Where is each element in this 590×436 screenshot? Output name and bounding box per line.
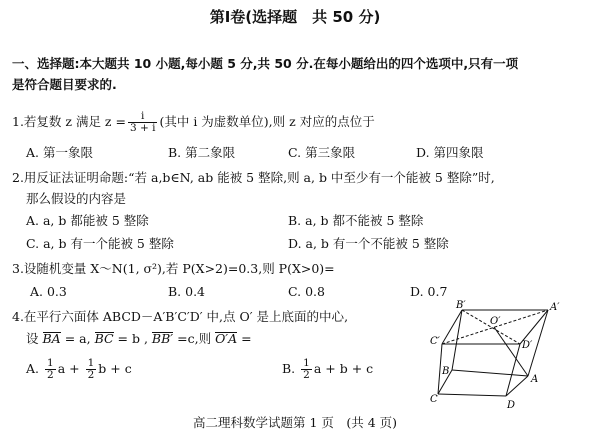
label-c: C bbox=[430, 394, 438, 405]
q3-option-d: D. 0.7 bbox=[410, 284, 448, 299]
q4-a-frac2-num: 1 bbox=[87, 357, 95, 369]
q4-b-end: a + b + c bbox=[313, 361, 374, 376]
q4-a-frac2-den: 2 bbox=[87, 369, 95, 381]
q1-frac-num: i bbox=[128, 111, 158, 123]
q4-a-end: b + c bbox=[98, 361, 132, 376]
label-b: B bbox=[442, 366, 450, 377]
label-bp: B′ bbox=[456, 300, 466, 311]
q4-l2-pre: 设 bbox=[26, 331, 39, 346]
q3-option-c: C. 0.8 bbox=[288, 284, 325, 299]
page-footer: 高二理科数学试题第 1 页 (共 4 页) bbox=[192, 415, 398, 430]
vector-bc: BC bbox=[94, 331, 114, 346]
section-intro-line2: 是符合题目要求的. bbox=[12, 77, 117, 92]
q1-fraction bbox=[128, 111, 158, 134]
label-a: A bbox=[531, 374, 539, 385]
q1-option-c: C. 第三象限 bbox=[288, 145, 356, 160]
parallelepiped-figure bbox=[430, 298, 570, 413]
label-op: O′ bbox=[490, 316, 501, 327]
q4-l2-end: = bbox=[241, 331, 252, 346]
q2-option-b: B. a, b 都不能被 5 整除 bbox=[288, 213, 424, 228]
q4-stem-line2 bbox=[26, 331, 252, 347]
q4-b-frac bbox=[301, 358, 312, 381]
q2-option-d: D. a, b 有一个不能被 5 整除 bbox=[288, 236, 449, 251]
label-ap: A′ bbox=[550, 302, 560, 313]
q4-a-frac1-den: 2 bbox=[47, 369, 54, 381]
vector-opa: O′A bbox=[215, 331, 238, 346]
q4-l2-a: = a, bbox=[64, 331, 91, 346]
q4-option-b-label: B. bbox=[282, 361, 296, 376]
q4-option-a-label: A. bbox=[26, 361, 40, 376]
q1-option-d: D. 第四象限 bbox=[416, 145, 484, 160]
label-dp: D′ bbox=[522, 340, 533, 351]
q4-a-frac1 bbox=[45, 358, 56, 381]
q2-option-c: C. a, b 有一个能被 5 整除 bbox=[26, 236, 174, 251]
q2-stem-line1: 2.用反证法证明命题:“若 a,b∈N, ab 能被 5 整除,则 a, b 中至少有一个能被 5 整除”时, bbox=[12, 170, 495, 185]
edge-dp-ap bbox=[520, 310, 548, 344]
q1-stem-post: (其中 i 为虚数单位),则 z 对应的点位于 bbox=[159, 114, 375, 129]
q4-b-frac-num: 1 bbox=[303, 357, 310, 369]
q4-l2-b: = b , bbox=[117, 331, 148, 346]
q4-a-frac2 bbox=[86, 358, 97, 381]
q2-stem-line2: 那么假设的内容是 bbox=[26, 191, 127, 206]
edge-dp-d bbox=[506, 344, 520, 396]
q1-option-a: A. 第一象限 bbox=[26, 145, 93, 160]
label-cp: C′ bbox=[430, 336, 440, 347]
q3-option-a: A. 0.3 bbox=[30, 284, 67, 299]
edge-c-d bbox=[438, 394, 506, 396]
q4-option-a bbox=[26, 356, 132, 382]
q4-b-frac-den: 2 bbox=[303, 369, 310, 381]
vector-ba: BA bbox=[42, 331, 61, 346]
q3-stem: 3.设随机变量 X～N(1, σ²),若 P(X>2)=0.3,则 P(X>0)= bbox=[12, 261, 335, 276]
q1-stem bbox=[12, 110, 375, 134]
segment-op-a bbox=[494, 327, 528, 376]
q1-frac-den: 3 + i bbox=[129, 122, 156, 134]
q3-option-b: B. 0.4 bbox=[168, 284, 206, 299]
edge-d-a bbox=[506, 376, 528, 396]
q1-stem-pre: 1.若复数 z 满足 z = bbox=[12, 114, 126, 129]
q4-stem-line1: 4.在平行六面体 ABCD－A′B′C′D′ 中,点 O′ 是上底面的中心, bbox=[12, 309, 349, 324]
edge-b-a bbox=[452, 370, 528, 376]
vector-bbp: BB′ bbox=[151, 331, 174, 346]
page-title: 第Ⅰ卷(选择题 共 50 分) bbox=[209, 8, 381, 26]
q4-a-frac1-num: 1 bbox=[47, 357, 54, 369]
q1-option-b: B. 第二象限 bbox=[168, 145, 236, 160]
section-intro-line1: 一、选择题:本大题共 10 小题,每小题 5 分,共 50 分.在每小题给出的四个选项中,只有一项 bbox=[12, 56, 519, 71]
label-d: D bbox=[507, 400, 516, 411]
q4-option-b bbox=[282, 356, 373, 382]
q4-l2-c: =c,则 bbox=[177, 331, 212, 346]
q2-option-a: A. a, b 都能被 5 整除 bbox=[26, 213, 149, 228]
q4-a-mid: a + bbox=[57, 361, 80, 376]
